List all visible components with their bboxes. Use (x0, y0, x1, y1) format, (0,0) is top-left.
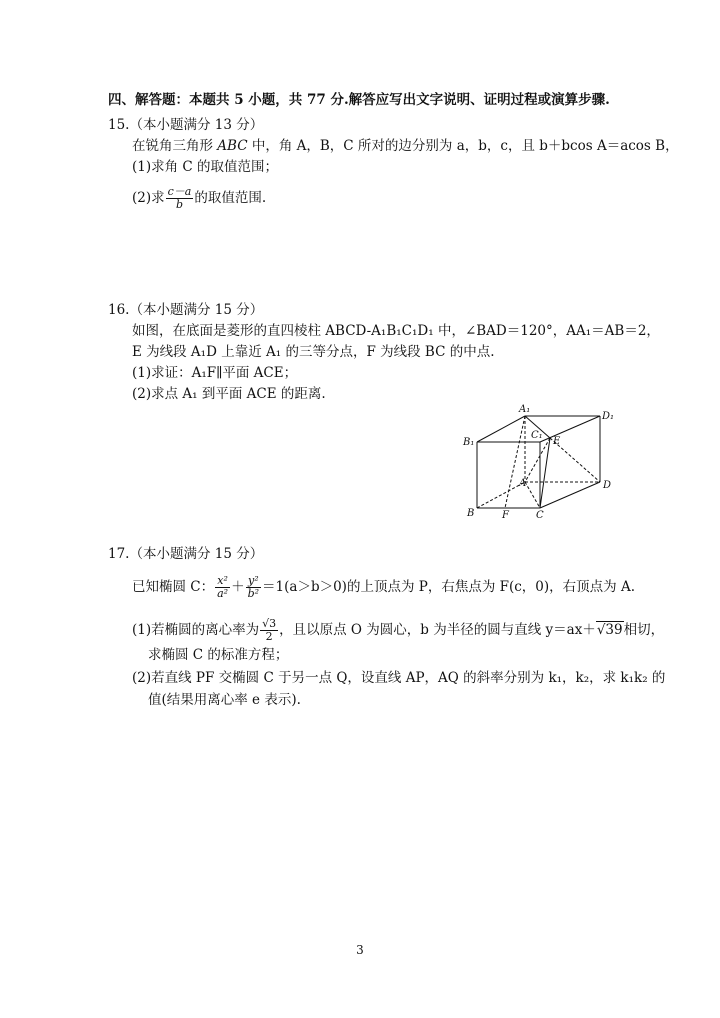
label-D1: D₁ (602, 411, 615, 422)
label-F: F (502, 510, 509, 521)
q17-p1-mid: ，且以原点 O 为圆心，b 为半径的圆与直线 y＝ax＋ (279, 622, 596, 638)
q17-y-num: y² (246, 575, 261, 588)
q17-y-den: b² (247, 587, 260, 600)
q17-heading: 17.（本小题满分 15 分） (108, 546, 264, 562)
q15-part2 (132, 186, 266, 211)
label-C: C (536, 510, 544, 521)
q15-heading: 15.（本小题满分 13 分） (108, 117, 264, 133)
q15-stem-b: 中，角 A，B，C 所对的边分别为 a，b，c，且 b＋bcos A＝acos B， (247, 138, 679, 154)
label-E: E (553, 436, 561, 447)
q16-line1: 如图，在底面是菱形的直四棱柱 ABCD-A₁B₁C₁D₁ 中，∠BAD＝120°，AA₁＝AB＝2， (132, 323, 660, 339)
q17-x-fraction (215, 575, 230, 600)
q15-stem-a: 在锐角三角形 (132, 138, 218, 154)
q16-line2: E 为线段 A₁D 上靠近 A₁ 的三等分点，F 为线段 BC 的中点. (132, 344, 495, 360)
q16-heading: 16.（本小题满分 15 分） (108, 302, 264, 318)
q17-part1 (132, 618, 664, 643)
label-D: D (603, 480, 612, 491)
label-A1: A₁ (519, 404, 531, 415)
q17-p1-sqrt: √39 (596, 622, 623, 638)
page-number: 3 (356, 943, 364, 957)
label-B1: B₁ (463, 437, 475, 448)
label-A: A (519, 478, 527, 489)
q17-part2-line1: (2)若直线 PF 交椭圆 C 于另一点 Q，设直线 AP，AQ 的斜率分别为 k₁，k₂，求 k₁k₂ 的 (132, 670, 666, 686)
q17-y-fraction (246, 575, 261, 600)
q17-l1-post: ＝1(a＞b＞0)的上顶点为 P，右焦点为 F(c，0)，右顶点为 A. (262, 579, 635, 595)
q17-p1-frac-den: 2 (265, 630, 273, 643)
q15-frac-num: c－a (167, 185, 192, 198)
label-B: B (467, 508, 475, 519)
q17-p1-pre: (1)若椭圆的离心率为 (132, 622, 260, 638)
q17-x-den: a² (217, 587, 229, 600)
q15-part2-post: 的取值范围. (194, 190, 267, 206)
q15-part1: (1)求角 C 的取值范围； (132, 159, 279, 175)
q17-part1-line2: 求椭圆 C 的标准方程； (148, 647, 289, 663)
q17-l1-pre: 已知椭圆 C： (132, 579, 215, 595)
q15-stem (132, 137, 679, 155)
section-header: 四、解答题：本题共 5 小题，共 77 分.解答应写出文字说明、证明过程或演算步骤. (108, 92, 610, 108)
q17-p1-frac-num: √3 (262, 617, 277, 630)
q15-fraction (166, 186, 194, 211)
prism-figure (455, 400, 615, 525)
q17-x-num: x² (215, 575, 230, 588)
label-C1: C₁ (531, 430, 543, 441)
q17-p1-fraction (260, 618, 278, 643)
q15-frac-den: b (175, 198, 183, 211)
q17-plus: ＋ (231, 579, 245, 595)
q17-line1 (132, 575, 635, 600)
q16-part1: (1)求证：A₁F∥平面 ACE； (132, 365, 298, 381)
q17-p1-post: 相切， (623, 622, 665, 638)
q17-part2-line2: 值(结果用离心率 e 表示). (148, 692, 301, 708)
q15-part2-pre: (2)求 (132, 190, 165, 206)
q15-stem-triangle: ABC (217, 138, 248, 154)
q16-part2: (2)求点 A₁ 到平面 ACE 的距离. (132, 386, 326, 402)
